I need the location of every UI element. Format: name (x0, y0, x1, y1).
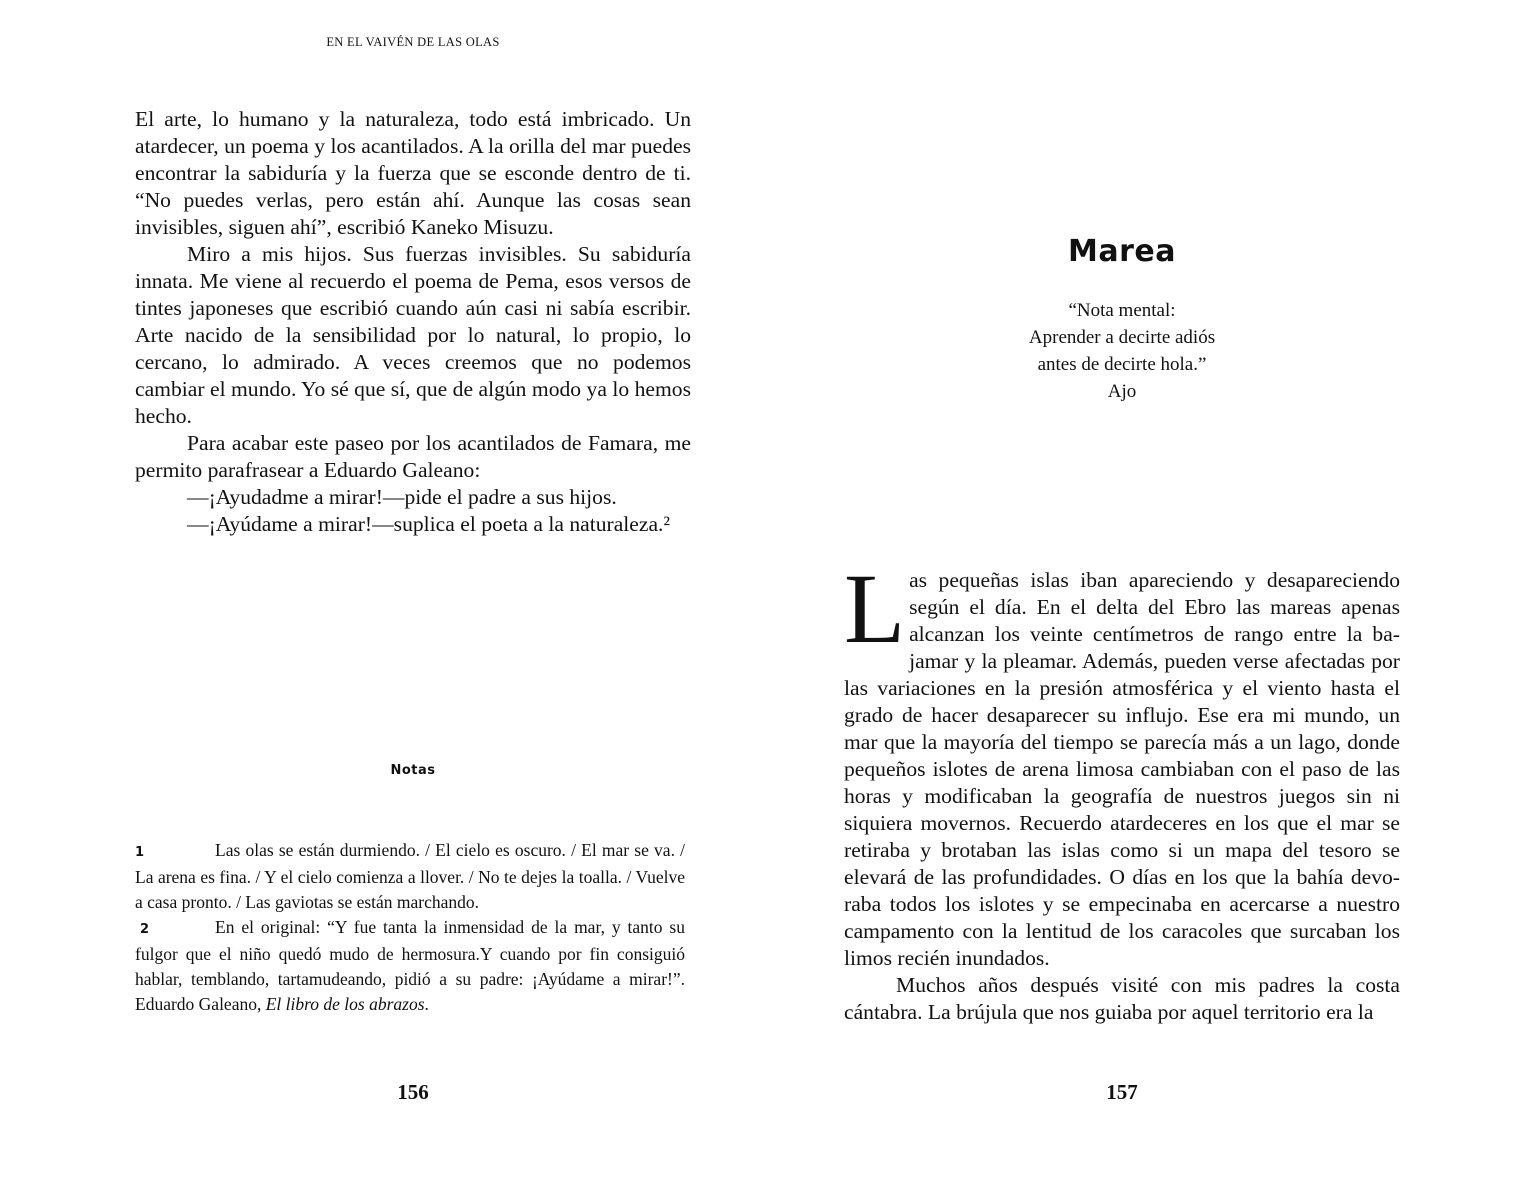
paragraph: El arte, lo humano y la naturaleza, todo está imbricado. Un atardecer, un poema y los acantilados. A la orilla del mar puedes encontrar la sabiduría y la fuerza que se esconde dentro de ti. “No puedes verlas, pero están ahí. Aunque las cosas sean invisibles, siguen ahí”, escribió Kaneko Misuzu. (135, 107, 691, 239)
epigraph-line: antes de decirte hola.” (1037, 354, 1207, 375)
footnote-source-title: El libro de los abrazos (265, 994, 425, 1014)
chapter-title: Marea (1068, 234, 1176, 269)
paragraph-text: as pequeñas islas iban apareciendo y desapareciendo según el día. En el delta del Ebro las mareas apenas alcanzan los veinte centímetros de rango entre la bajamar y la pleamar. Además, pueden verse afectadas por las variaciones en la presión atmosférica y el viento hasta el grado de hacer desaparecer su influjo. Ese era mi mundo, un mar que la mayoría del tiempo se parecía más a un lago, donde pequeños islotes de arena limosa cambiaban con el paso de las horas y modificaban la geografía de nuestros juegos sin ni siquiera movernos. Recuerdo atardeceres en los que el mar se retiraba y brotaban las islas como si un mapa del tesoro se elevará de las profundidades. O días en los que la bahía devoraba todos los islotes y se empecinaba en acercarse a nuestro campamento con la lentitud de los caracoles que surcaban los limos recién inundados. (844, 568, 1400, 970)
footnote-end: . (424, 994, 429, 1014)
page-number: 157 (1106, 1080, 1138, 1104)
footnote (135, 838, 685, 915)
right-page (767, 0, 1535, 1181)
epigraph (767, 297, 1477, 405)
running-head: EN EL VAIVÉN DE LAS OLAS (326, 35, 500, 49)
notes-section (135, 838, 685, 1017)
footnote-number: 2 (140, 922, 150, 937)
dialogue-line: —¡Ayudadme a mirar!—pide el padre a sus hijos. (187, 485, 617, 509)
paragraph: Para acabar este paseo por los acantilados de Famara, me permito parafrasear a Eduardo Galeano: (135, 431, 691, 482)
notes-heading: Notas (390, 763, 436, 778)
paragraph: Muchos años después visité con mis padres la costa cántabra. La brújula que nos guiaba por aquel territorio era la (844, 973, 1400, 1024)
footnote-number: 1 (135, 845, 145, 860)
epigraph-line: Aprender a decirte adiós (1028, 327, 1216, 348)
drop-cap: L (844, 553, 906, 664)
page-number: 156 (397, 1080, 429, 1104)
footnote-text: Las olas se están durmiendo. / El cielo es oscuro. / El mar se va. / La arena es fina. / Y el cielo comienza a llover. / No te dejes la toalla. / Vuelve a casa pronto. / Las gaviotas se están marchando. (135, 840, 685, 912)
dialogue-line: —¡Ayúdame a mirar!—suplica el poeta a la naturaleza.² (187, 512, 670, 536)
paragraph: Miro a mis hijos. Sus fuerzas invisibles. Su sabiduría innata. Me viene al recuerdo el poema de Pema, esos versos de tintes japoneses que escribió cuando aún casi ni sabía escribir. Arte nacido de la sensibilidad por lo natural, lo propio, lo cercano, lo admirado. A veces creemos que no podemos cambiar el mundo. Yo sé que sí, que de algún modo ya lo hemos hecho. (135, 242, 691, 428)
paragraph (844, 553, 1400, 972)
epigraph-author: Ajo (1107, 381, 1137, 402)
left-body-text (135, 106, 691, 538)
right-body-text (844, 553, 1400, 1026)
footnote (135, 915, 685, 1017)
footnote-text: En el original: “Y fue tanta la inmensidad de la mar, y tanto su fulgor que el niño quedó mudo de hermosura.Y cuando por fin consiguió hablar, temblando, tartamudeando, pidió a su padre: ¡Ayúdame a mirar!”. Eduardo Galeano, (135, 917, 685, 1014)
left-page (0, 0, 767, 1181)
epigraph-line: “Nota mental: (1068, 300, 1176, 321)
